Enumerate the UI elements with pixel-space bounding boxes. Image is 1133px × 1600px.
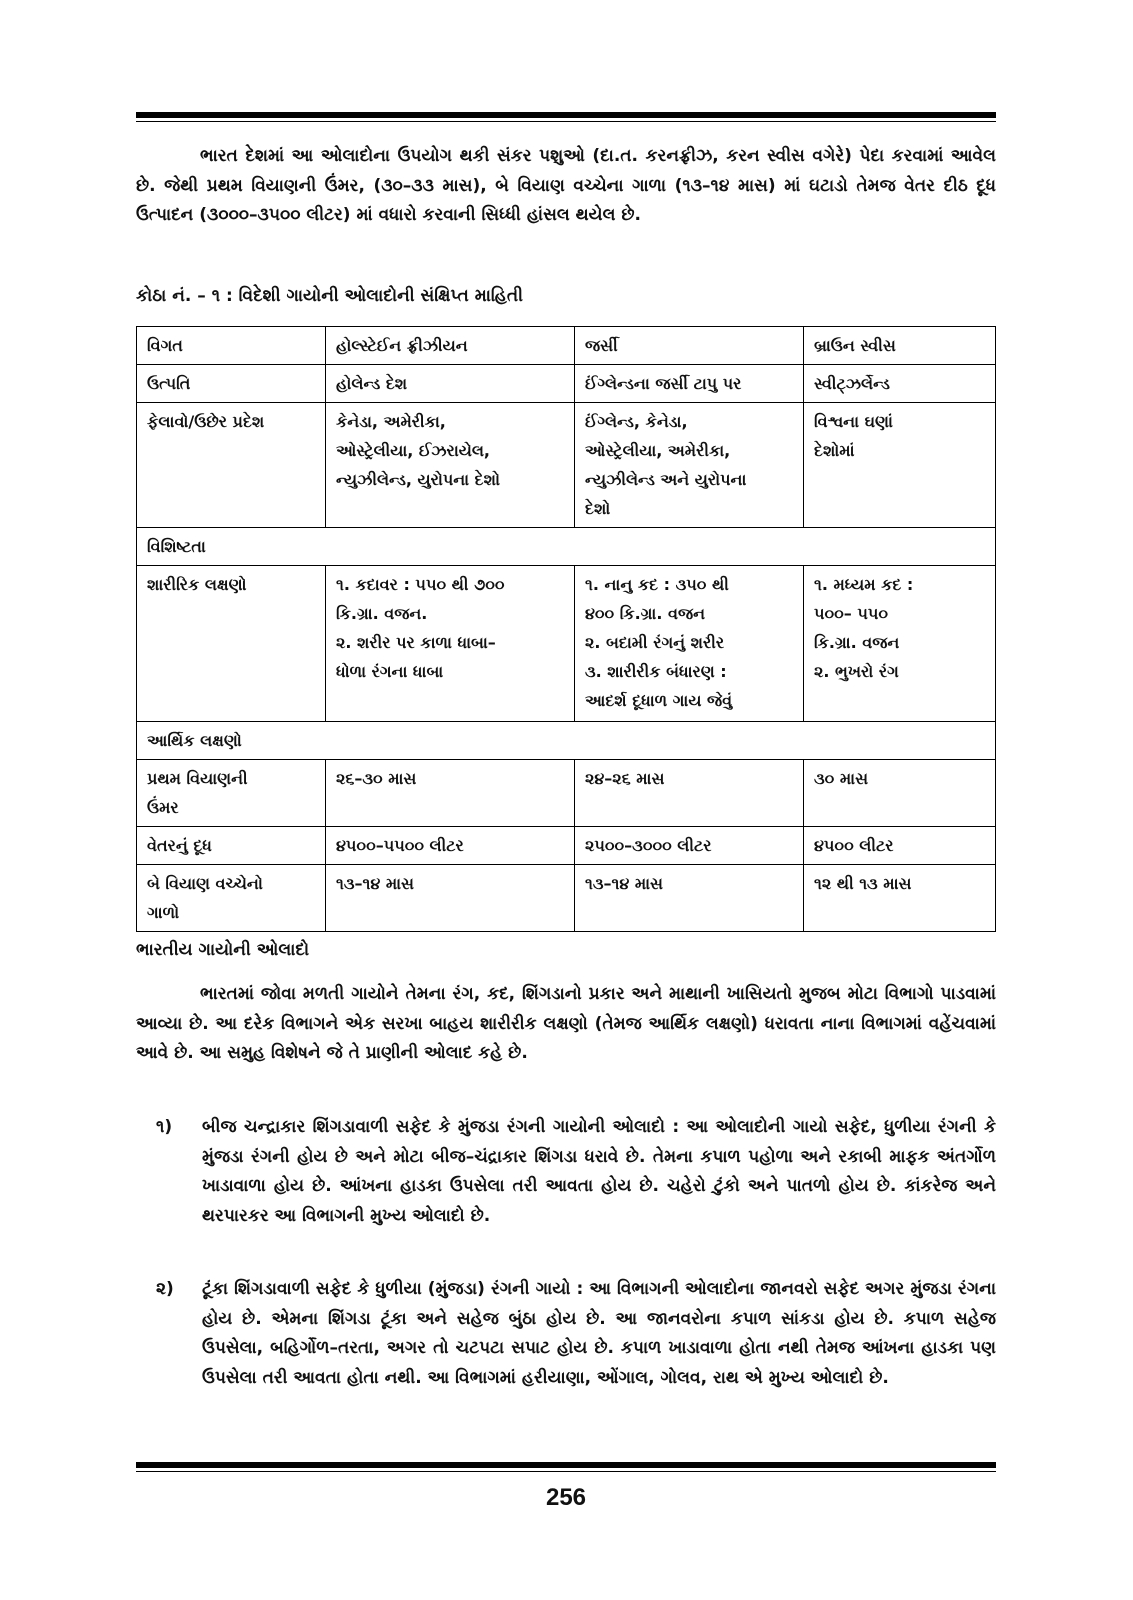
bottom-rule-thin bbox=[136, 1471, 996, 1472]
table-cell: ૨૪–૨૬ માસ bbox=[575, 760, 804, 827]
table-cell: ૪૫૦૦–૫૫૦૦ લીટર bbox=[326, 827, 575, 865]
breeds-table bbox=[136, 326, 996, 932]
table-section-row bbox=[137, 528, 996, 566]
table-cell: ઈંગ્લેન્ડના જર્સી ટાપુ પર bbox=[575, 365, 804, 403]
top-rule bbox=[136, 112, 996, 118]
table-cell: વિગત bbox=[137, 327, 326, 365]
table-cell: કેનેડા, અમેરીકા, ઓસ્ટ્રેલીયા, ઈઝરાયેલ, ન્યુઝીલેન્ડ, યુરોપના દેશો bbox=[326, 403, 575, 528]
page-number: 256 bbox=[545, 1484, 587, 1511]
intro-paragraph: ભારત દેશમાં આ ઓલાદોના ઉપયોગ થકી સંકર પશુઓ (દા.ત. કરનફ્રીઝ, કરન સ્વીસ વગેરે) પેદા કરવામાં આવેલ છે. જેથી પ્રથમ વિયાણની ઉંમર, (૩૦–૩૩ માસ), બે વિયાણ વચ્ચેના ગાળા (૧૩–૧૪ માસ) માં ઘટાડો તેમજ વેતર દીઠ દૂધ ઉત્પાદન (૩૦૦૦–૩૫૦૦ લીટર) માં વધારો કરવાની સિધ્ધી હાંસલ થયેલ છે. bbox=[136, 146, 996, 225]
table-cell: હોલ્સ્ટેઈન ફ્રીઝીયન bbox=[326, 327, 575, 365]
list-text: ટૂંકા શિંગડાવાળી સફેદ કે ધુળીયા (મુંજડા) રંગની ગાયો : આ વિભાગની ઓલાદોના જાનવરો સફેદ અગર મુંજડા રંગના હોય છે. એમના શિંગડા ટૂંકા અને સહેજ બુંઠા હોય છે. આ જાનવરોના કપાળ સાંકડા હોય છે. કપાળ સહેજ ઉપસેલા, બહિર્ગોળ–તરતા, અગર તો ચટપટા સપાટ હોય છે. કપાળ ખાડાવાળા હોતા નથી તેમજ આંખના હાડકા પણ ઉપસેલા તરી આવતા હોતા નથી. આ વિભાગમાં હરીયાણા, ઓંગાલ, ગોલવ, રાથ એ મુખ્ય ઓલાદો છે. bbox=[202, 1279, 996, 1388]
table-cell: વેતરનું દૂધ bbox=[137, 827, 326, 865]
list-text: બીજ ચન્દ્રાકાર શિંગડાવાળી સફેદ કે મુંજડા રંગની ગાયોની ઓલાદો : આ ઓલાદોની ગાયો સફેદ, ધુળીયા રંગની કે મુંજડા રંગની હોય છે અને મોટા બીજ–ચંદ્રાકાર શિંગડા ધરાવે છે. તેમના કપાળ પહોળા અને રકાબી માફક અંતર્ગોળ ખાડાવાળા હોય છે. આંખના હાડકા ઉપસેલા તરી આવતા હોય છે. ચહેરો ટુંકો અને પાતળો હોય છે. કાંકરેજ અને થરપારકર આ વિભાગની મુખ્ય ઓલાદો છે. bbox=[202, 1117, 996, 1226]
table-cell: વિશ્વના ઘણાં દેશોમાં bbox=[804, 403, 996, 528]
table-row bbox=[137, 403, 996, 528]
table-cell: ૨૬–૩૦ માસ bbox=[326, 760, 575, 827]
list-item bbox=[136, 1113, 996, 1231]
top-rule-thin bbox=[136, 121, 996, 122]
table-cell: ૨૫૦૦–૩૦૦૦ લીટર bbox=[575, 827, 804, 865]
list-number: ૧) bbox=[156, 1117, 173, 1137]
table-cell: ૧૩–૧૪ માસ bbox=[575, 865, 804, 932]
list-item bbox=[136, 1275, 996, 1393]
list-number: ૨) bbox=[156, 1279, 174, 1299]
table-cell: ૧. કદાવર : ૫૫૦ થી ૭૦૦ કિ.ગ્રા. વજન. ૨. શરીર પર કાળા ધાબા– ધોળા રંગના ધાબા bbox=[326, 566, 575, 722]
section-label: વિશિષ્ટતા bbox=[137, 528, 996, 566]
table-cell: સ્વીટ્ઝર્લેન્ડ bbox=[804, 365, 996, 403]
section-label: આર્થિક લક્ષણો bbox=[137, 722, 996, 760]
table-cell: ઉત્પતિ bbox=[137, 365, 326, 403]
table-caption: કોઠા નં. – ૧ : વિદેશી ગાયોની ઓલાદોની સંક્ષિપ્ત માહિતી bbox=[136, 286, 523, 306]
table-cell: બ્રાઉન સ્વીસ bbox=[804, 327, 996, 365]
table-cell: હોલેન્ડ દેશ bbox=[326, 365, 575, 403]
table-row bbox=[137, 865, 996, 932]
table-row bbox=[137, 760, 996, 827]
table-cell: ૧૩–૧૪ માસ bbox=[326, 865, 575, 932]
table-row bbox=[137, 365, 996, 403]
section-heading: ભારતીય ગાયોની ઓલાદો bbox=[136, 940, 310, 960]
table-cell: ૧૨ થી ૧૩ માસ bbox=[804, 865, 996, 932]
table-row bbox=[137, 566, 996, 722]
table-cell: જર્સી bbox=[575, 327, 804, 365]
table-cell: ૧. નાનુ કદ : ૩૫૦ થી ૪૦૦ કિ.ગ્રા. વજન ૨. બદામી રંગનું શરીર ૩. શારીરીક બંધારણ : આદર્શ દૂધાળ ગાય જેવું bbox=[575, 566, 804, 722]
table-row bbox=[137, 827, 996, 865]
table-cell: ૧. મધ્યમ કદ : ૫૦૦– ૫૫૦ કિ.ગ્રા. વજન ૨. ભુખરો રંગ bbox=[804, 566, 996, 722]
table-cell: ફેલાવો/ઉછેર પ્રદેશ bbox=[137, 403, 326, 528]
table-cell: ઈંગ્લેન્ડ, કેનેડા, ઓસ્ટ્રેલીયા, અમેરીકા, ન્યુઝીલેન્ડ અને યુરોપના દેશો bbox=[575, 403, 804, 528]
table-cell: પ્રથમ વિયાણની ઉંમર bbox=[137, 760, 326, 827]
bottom-rule bbox=[136, 1462, 996, 1468]
table-cell: શારીરિક લક્ષણો bbox=[137, 566, 326, 722]
table-cell: ૩૦ માસ bbox=[804, 760, 996, 827]
table-cell: ૪૫૦૦ લીટર bbox=[804, 827, 996, 865]
body-paragraph: ભારતમાં જોવા મળતી ગાયોને તેમના રંગ, કદ, શિંગડાનો પ્રકાર અને માથાની ખાસિયતો મુજબ મોટા વિભાગો પાડવામાં આવ્યા છે. આ દરેક વિભાગને એક સરખા બાહય શારીરીક લક્ષણો (તેમજ આર્થિક લક્ષણો) ધરાવતા નાના વિભાગમાં વહેંચવામાં આવે છે. આ સમુહ વિશેષને જે તે પ્રાણીની ઓલાદ કહે છે. bbox=[136, 984, 996, 1063]
table-section-row bbox=[137, 722, 996, 760]
table-cell: બે વિયાણ વચ્ચેનો ગાળો bbox=[137, 865, 326, 932]
table-header-row bbox=[137, 327, 996, 365]
